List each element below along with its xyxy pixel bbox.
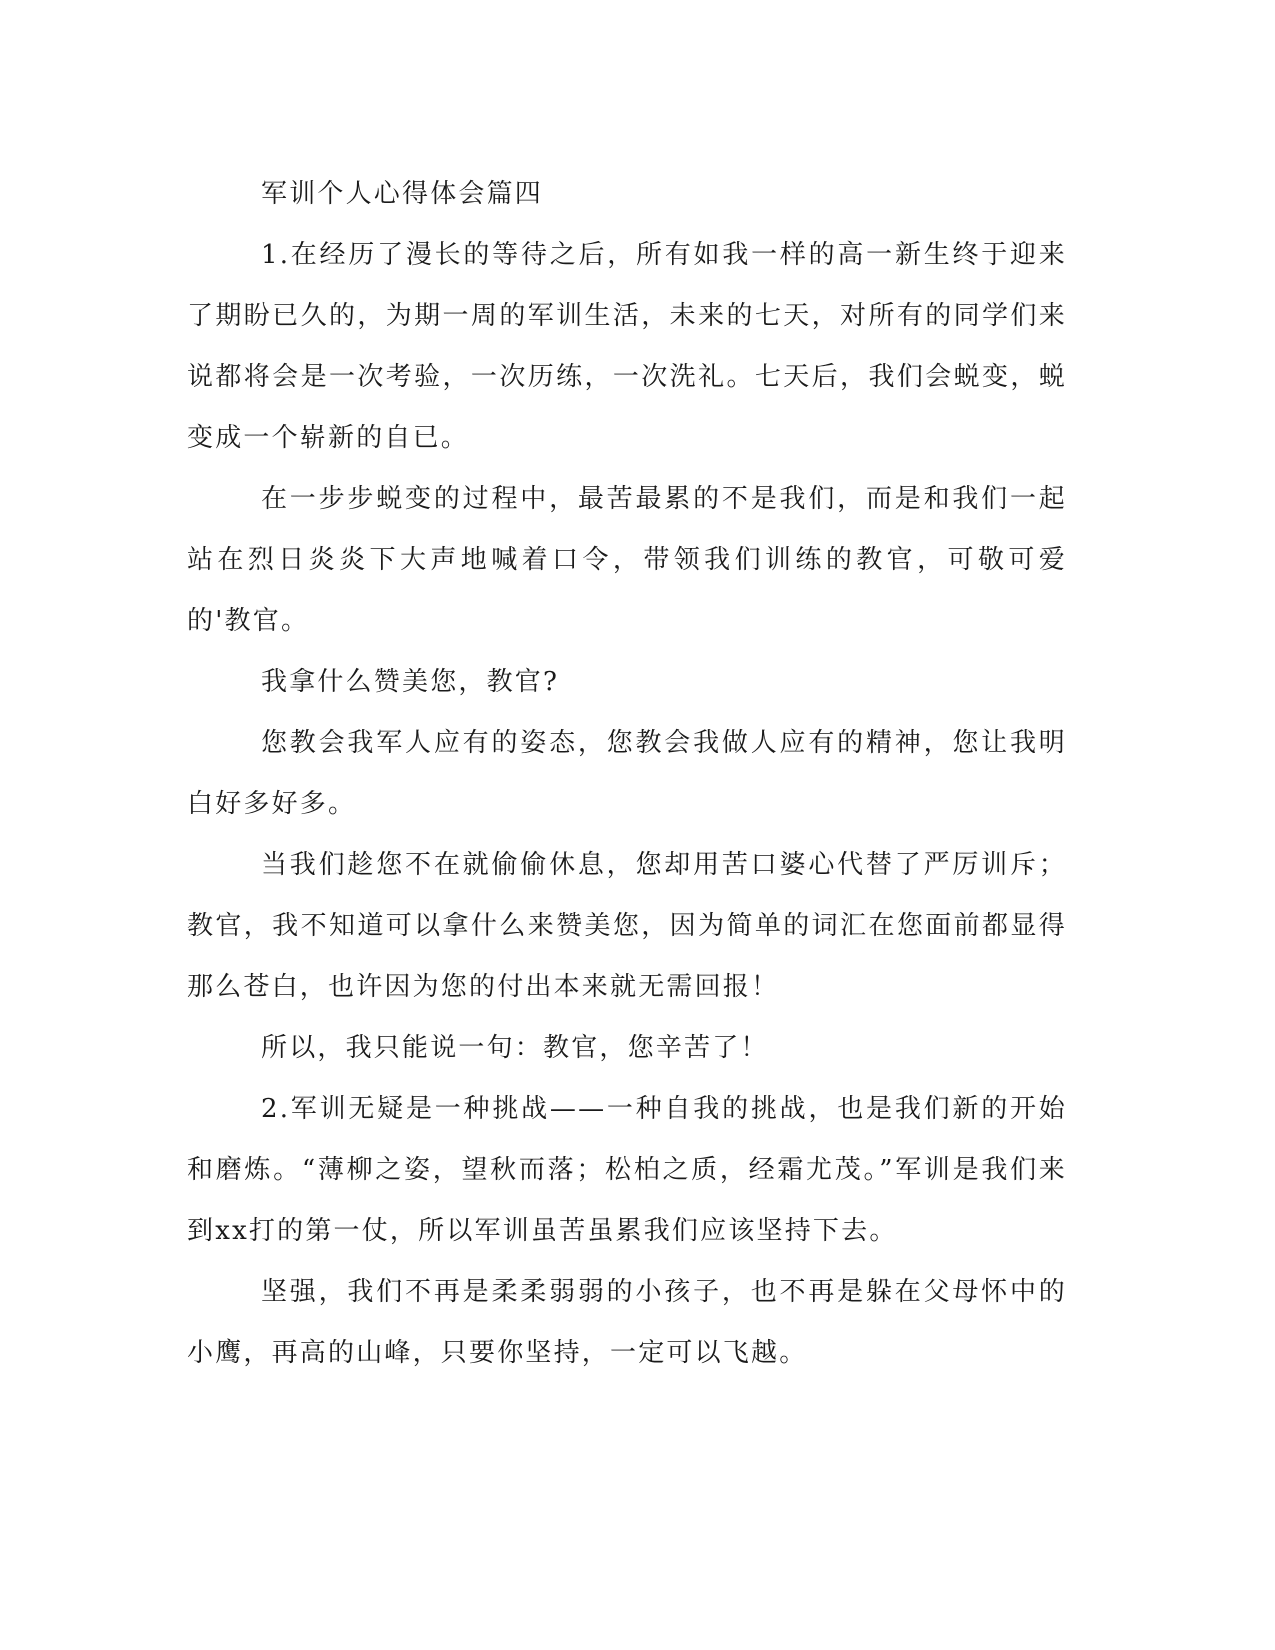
paragraph-2: 在一步步蜕变的过程中，最苦最累的不是我们，而是和我们一起站在烈日炎炎下大声地喊着口令，带领我们训练的教官，可敬可爱的'教官。 <box>187 484 1067 636</box>
paragraph-6: 所以，我只能说一句：教官，您辛苦了！ <box>261 1033 769 1063</box>
document-body <box>187 164 1067 1384</box>
paragraph-7: 2.军训无疑是一种挑战——一种自我的挑战，也是我们新的开始和磨炼。“薄柳之姿，望秋而落；松柏之质，经霜尤茂。”军训是我们来到xx打的第一仗，所以军训虽苦虽累我们应该坚持下去。 <box>187 1094 1067 1246</box>
paragraph-3: 我拿什么赞美您，教官? <box>261 667 560 697</box>
document-title: 军训个人心得体会篇四 <box>261 179 544 209</box>
paragraph-5: 当我们趁您不在就偷偷休息，您却用苦口婆心代替了严厉训斥；教官，我不知道可以拿什么来赞美您，因为简单的词汇在您面前都显得那么苍白，也许因为您的付出本来就无需回报！ <box>187 850 1067 1002</box>
paragraph-8: 坚强，我们不再是柔柔弱弱的小孩子，也不再是躲在父母怀中的小鹰，再高的山峰，只要你坚持，一定可以飞越。 <box>187 1277 1067 1368</box>
paragraph-1: 1.在经历了漫长的等待之后，所有如我一样的高一新生终于迎来了期盼已久的，为期一周的军训生活，未来的七天，对所有的同学们来说都将会是一次考验，一次历练，一次洗礼。七天后，我们会蜕变，蜕变成一个崭新的自已。 <box>187 240 1067 453</box>
paragraph-4: 您教会我军人应有的姿态，您教会我做人应有的精神，您让我明白好多好多。 <box>187 728 1067 819</box>
